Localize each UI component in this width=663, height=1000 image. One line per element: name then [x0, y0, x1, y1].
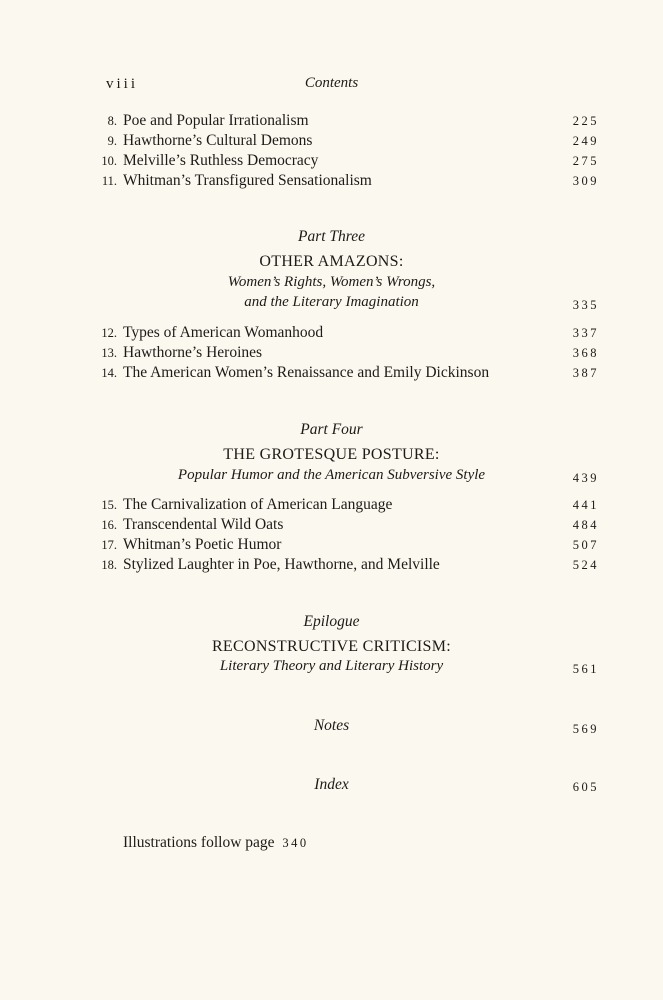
chapter-number: 15. — [101, 498, 117, 512]
illustrations-text: Illustrations follow page — [123, 834, 275, 851]
page-number: 309 — [572, 174, 599, 188]
chapter-number: 10. — [101, 154, 117, 168]
part-four-title: THE GROTESQUE POSTURE: — [223, 446, 440, 463]
toc-entry[interactable] — [0, 495, 663, 515]
epilogue-subtitle: Literary Theory and Literary History — [219, 658, 444, 674]
chapter-number: 11. — [101, 174, 117, 188]
toc-entry[interactable] — [0, 363, 663, 383]
chapter-title: Whitman’s Transfigured Sensationalism — [123, 172, 372, 189]
chapter-number: 9. — [107, 134, 117, 148]
page-number: 441 — [572, 498, 599, 512]
toc-entry[interactable] — [0, 323, 663, 343]
epilogue-title: RECONSTRUCTIVE CRITICISM: — [211, 638, 452, 655]
epilogue-label: Epilogue — [303, 613, 360, 630]
chapter-number: 12. — [101, 326, 117, 340]
toc-entry[interactable] — [0, 515, 663, 535]
chapter-title: Types of American Womanhood — [123, 324, 324, 341]
chapter-title: Whitman’s Poetic Humor — [123, 536, 282, 553]
chapter-number: 8. — [107, 114, 117, 128]
toc-entry[interactable] — [0, 555, 663, 575]
toc-entry[interactable] — [0, 111, 663, 131]
illustrations-page-number[interactable]: 340 — [282, 836, 309, 850]
part-four-subtitle: Popular Humor and the American Subversive Style — [177, 467, 486, 483]
chapter-title: Poe and Popular Irrationalism — [123, 112, 309, 129]
part-three-subtitle-line-1: Women’s Rights, Women’s Wrongs, — [227, 274, 436, 290]
index-page-number[interactable]: 605 — [572, 780, 599, 794]
chapter-title: Hawthorne’s Heroines — [123, 344, 263, 361]
chapter-title: The Carnivalization of American Language — [123, 496, 393, 513]
toc-entry[interactable] — [0, 535, 663, 555]
index-label[interactable]: Index — [314, 776, 349, 793]
notes-label[interactable]: Notes — [313, 717, 350, 734]
folio: viii — [106, 76, 139, 92]
chapter-title: Stylized Laughter in Poe, Hawthorne, and Melville — [123, 556, 440, 573]
part-three-subtitle-line-2: and the Literary Imagination — [244, 294, 419, 310]
page-number: 275 — [572, 154, 599, 168]
part-four-label: Part Four — [300, 421, 363, 438]
epilogue-page-number[interactable]: 561 — [572, 662, 599, 676]
toc-entry[interactable] — [0, 343, 663, 363]
page-number: 249 — [572, 134, 599, 148]
part-three-label: Part Three — [297, 228, 366, 245]
part-three-title: OTHER AMAZONS: — [259, 253, 404, 270]
chapter-title: Hawthorne’s Cultural Demons — [123, 132, 313, 149]
page-number: 337 — [572, 326, 599, 340]
page-number: 368 — [572, 346, 599, 360]
page-number: 507 — [572, 538, 599, 552]
chapter-number: 16. — [101, 518, 117, 532]
toc-entry[interactable] — [0, 171, 663, 191]
chapter-number: 18. — [101, 558, 117, 572]
page-number: 524 — [572, 558, 599, 572]
illustrations-note — [123, 834, 309, 852]
toc-entry[interactable] — [0, 151, 663, 171]
chapter-number: 17. — [101, 538, 117, 552]
page-number: 225 — [572, 114, 599, 128]
page-number: 484 — [572, 518, 599, 532]
chapter-title: Melville’s Ruthless Democracy — [123, 152, 319, 169]
part-four-page-number[interactable]: 439 — [572, 471, 599, 485]
part-three-page-number[interactable]: 335 — [572, 298, 599, 312]
page-number: 387 — [572, 366, 599, 380]
toc-entry[interactable] — [0, 131, 663, 151]
notes-page-number[interactable]: 569 — [572, 722, 599, 736]
chapter-title: Transcendental Wild Oats — [123, 516, 284, 533]
chapter-title: The American Women’s Renaissance and Emily Dickinson — [123, 364, 490, 381]
chapter-number: 14. — [101, 366, 117, 380]
running-head: Contents — [304, 75, 359, 91]
chapter-number: 13. — [101, 346, 117, 360]
